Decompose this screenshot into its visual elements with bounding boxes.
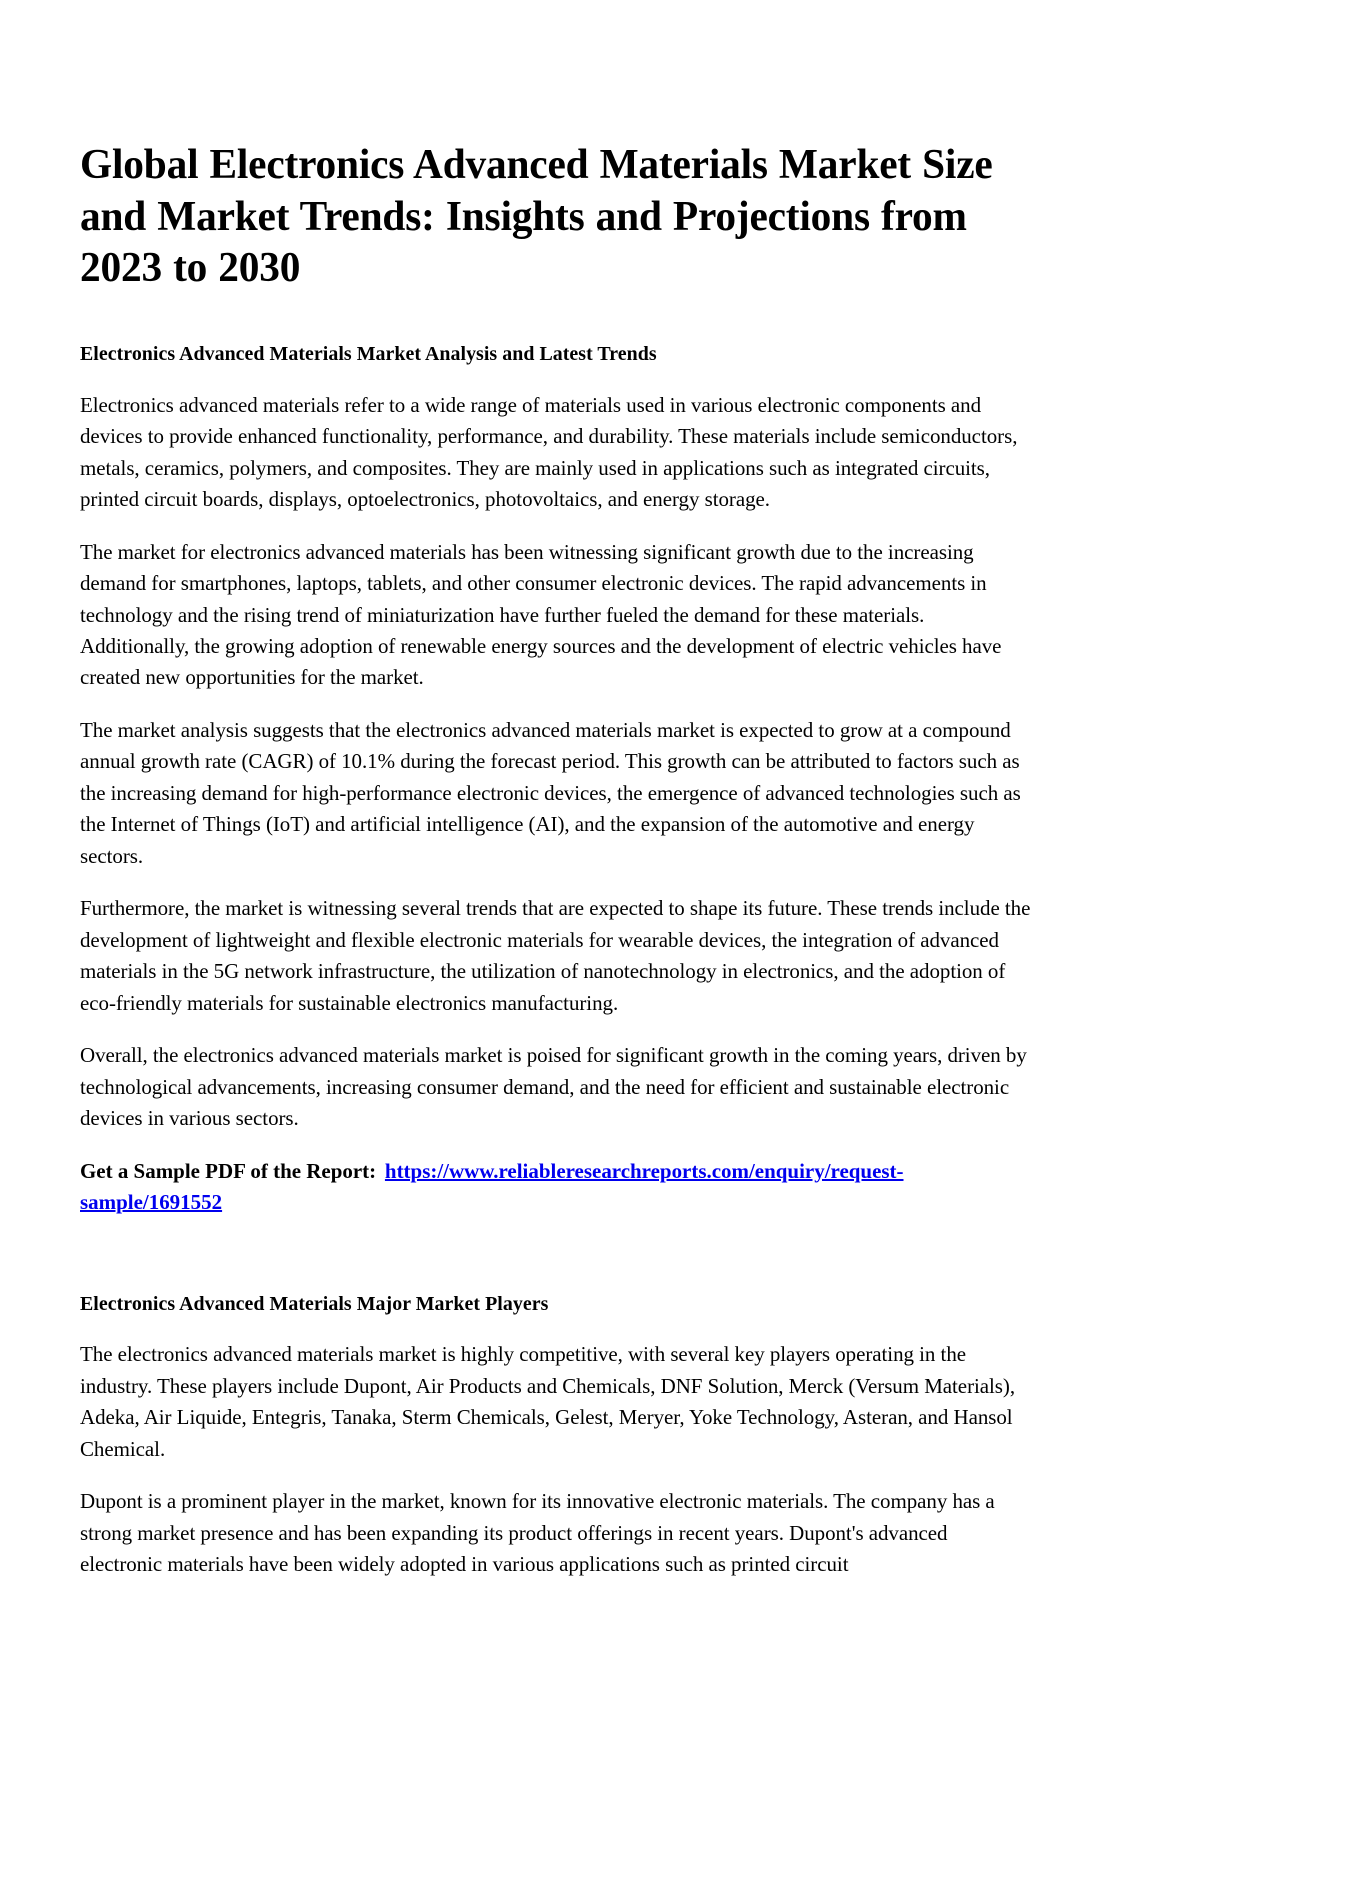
paragraph-key-players-list: The electronics advanced materials market is highly competitive, with several key players operating in the industry. These players include Dupont, Air Products and Chemicals, DNF Solution, Merck (Versum Materials), Adeka, Air Liquide, Entegris, Tanaka, Sterm Chemicals, Gelest, Meryer, Yoke Technology, Asteran, and Hansol Chemical.: [80, 1342, 1016, 1461]
document-content: [80, 140, 1032, 1602]
page-title: Global Electronics Advanced Materials Market Size and Market Trends: Insights and Projections from 2023 to 2030: [80, 142, 993, 292]
paragraph-market-growth-drivers: The market for electronics advanced materials has been witnessing significant growth due to the increasing demand for smartphones, laptops, tablets, and other consumer electronic devices. The rapid advancements in technology and the rising trend of miniaturization have further fueled the demand for these materials. Additionally, the growing adoption of renewable energy sources and the development of electric vehicles have created new opportunities for the market.: [80, 539, 1002, 690]
sample-pdf-link[interactable]: https://www.reliableresearchreports.com/enquiry/request-sample/1691552: [80, 1158, 904, 1215]
sample-pdf-row: [80, 1156, 1031, 1219]
paragraph-market-trends: Furthermore, the market is witnessing several trends that are expected to shape its future. These trends include the development of lightweight and flexible electronic materials for wearable devices, the integration of advanced materials in the 5G network infrastructure, the utilization of nanotechnology in electronics, and the adoption of eco-friendly materials for sustainable electronics manufacturing.: [80, 896, 1031, 1015]
paragraph-dupont-profile: Dupont is a prominent player in the market, known for its innovative electronic materials. The company has a strong market presence and has been expanding its product offerings in recent years. Dupont's advanced electronic materials have been widely adopted in various applications such as printed circuit: [80, 1489, 995, 1577]
section-spacer: [80, 1229, 1032, 1291]
sample-pdf-label: Get a Sample PDF of the Report:: [80, 1158, 377, 1183]
paragraph-cagr-analysis: The market analysis suggests that the electronics advanced materials market is expected to grow at a compound annual growth rate (CAGR) of 10.1% during the forecast period. This growth can be attributed to factors such as the increasing demand for high-performance electronic devices, the emergence of advanced technologies such as the Internet of Things (IoT) and artificial intelligence (AI), and the expansion of the automotive and energy sectors.: [80, 717, 1021, 868]
section-heading-market-analysis: Electronics Advanced Materials Market Analysis and Latest Trends: [80, 342, 657, 365]
paragraph-materials-overview: Electronics advanced materials refer to a wide range of materials used in various electronic components and devices to provide enhanced functionality, performance, and durability. These materials include semiconductors, metals, ceramics, polymers, and composites. They are mainly used in applications such as integrated circuits, printed circuit boards, displays, optoelectronics, photovoltaics, and energy storage.: [80, 392, 1018, 512]
paragraph-market-outlook: Overall, the electronics advanced materials market is poised for significant growth in the coming years, driven by technological advancements, increasing consumer demand, and the need for efficient and sustainable electronic devices in various sectors.: [80, 1043, 1027, 1131]
section-heading-major-players: Electronics Advanced Materials Major Market Players: [80, 1292, 549, 1315]
